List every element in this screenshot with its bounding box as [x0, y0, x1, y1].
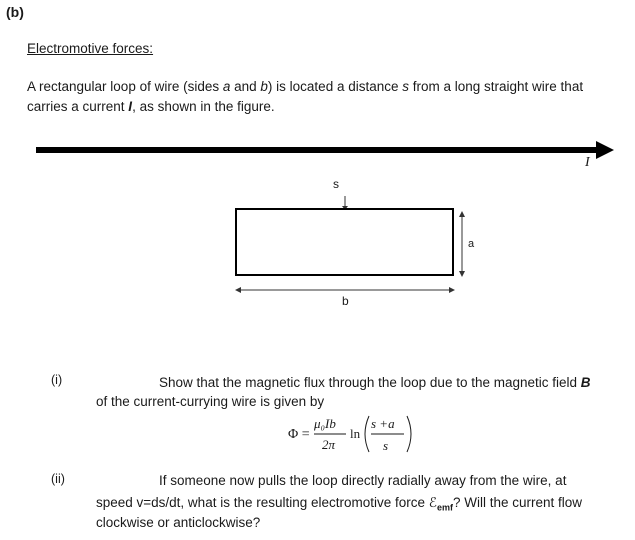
emf-symbol: ℰ — [428, 495, 437, 510]
question-1-text — [159, 375, 591, 390]
side-a-arrow-top — [459, 211, 465, 217]
left-paren — [365, 416, 369, 452]
side-a-arrow-bottom — [459, 271, 465, 277]
emf-subscript: emf — [436, 502, 453, 513]
side-b-label: b — [342, 294, 349, 308]
question-2-line2 — [96, 495, 582, 513]
formula-ln: ln — [350, 426, 361, 441]
question-2-line1: If someone now pulls the loop directly radially away from the wire, at — [159, 473, 567, 488]
question-number: (i) — [51, 373, 63, 387]
field-symbol: B — [580, 375, 591, 390]
intro-var-s: s — [402, 79, 409, 94]
flux-formula — [286, 412, 436, 456]
intro-var-current: I — [128, 99, 133, 114]
question-2-line3: clockwise or anticlockwise? — [96, 515, 261, 530]
question-1-line1: Show that the magnetic flux through the loop due to the magnetic field — [159, 375, 581, 390]
inner-numerator: s +a — [371, 416, 395, 431]
intro-var-a: a — [222, 79, 231, 94]
question-number: (ii) — [51, 472, 65, 486]
intro-text: ) is located a distance — [267, 79, 403, 94]
intro-text: and — [230, 79, 261, 94]
intro-paragraph — [27, 77, 617, 117]
current-direction-arrow — [596, 141, 614, 159]
intro-var-b: b — [260, 79, 268, 94]
intro-text: from a long straight wire that carries a current — [27, 79, 584, 114]
side-a-label: a — [468, 238, 475, 250]
side-b-arrow-left — [235, 287, 241, 293]
formula-lhs: Φ = — [288, 427, 310, 442]
distance-label: s — [333, 177, 339, 191]
rectangular-loop — [236, 209, 453, 275]
formula-numerator: μ₀Ib — [314, 416, 336, 431]
inner-denominator: s — [383, 438, 389, 453]
side-b-arrow-right — [449, 287, 455, 293]
wire-loop-figure — [0, 130, 635, 310]
current-label: I — [585, 155, 590, 170]
question-2-text: speed v=ds/dt, what is the resulting electromotive force — [96, 495, 429, 510]
right-paren — [407, 416, 411, 452]
intro-text: , as shown in the figure. — [132, 99, 275, 114]
intro-text: A rectangular loop of wire (sides — [27, 79, 223, 94]
question-2-text: ? Will the current flow — [453, 495, 583, 510]
question-1-line2: of the current-currying wire is given by — [96, 394, 325, 409]
formula-denominator: 2π — [322, 437, 336, 452]
part-label: (b) — [6, 4, 24, 20]
section-heading: Electromotive forces: — [27, 41, 154, 56]
